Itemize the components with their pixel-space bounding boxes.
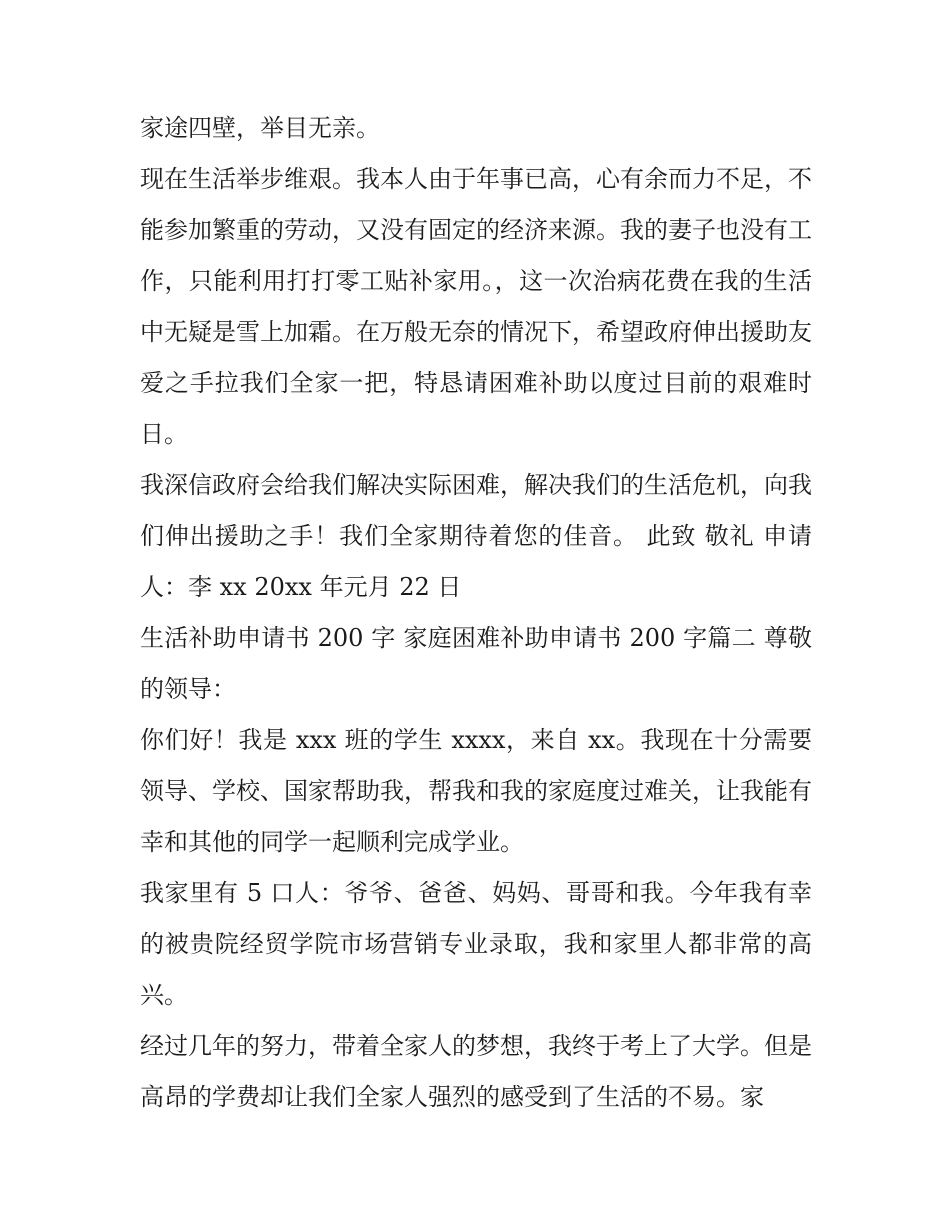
paragraph-4: 生活补助申请书 200 字 家庭困难补助申请书 200 字篇二 尊敬的领导：: [140, 624, 812, 703]
paragraph-1: 家途四壁，举目无亲。: [140, 114, 380, 142]
paragraph-7: 经过几年的努力，带着全家人的梦想，我终于考上了大学。但是高昂的学费却让我们全家人强烈的感受到了生活的不易。家: [140, 1032, 812, 1111]
paragraph-3: 我深信政府会给我们解决实际困难，解决我们的生活危机，向我们伸出援助之手！我们全家期待着您的佳音。 此致 敬礼 申请人：李 xx 20xx 年元月 22 日: [140, 471, 812, 601]
paragraph-5: 你们好！我是 xxx 班的学生 xxxx，来自 xx。我现在十分需要领导、学校、国家帮助我，帮我和我的家庭度过难关，让我能有幸和其他的同学一起顺利完成学业。: [140, 726, 812, 856]
paragraph-6: 我家里有 5 口人：爷爷、爸爸、妈妈、哥哥和我。今年我有幸的被贵院经贸学院市场营销专业录取，我和家里人都非常的高兴。: [140, 879, 812, 1009]
document-body: [140, 103, 812, 1123]
paragraph-2: 现在生活举步维艰。我本人由于年事已高，心有余而力不足，不能参加繁重的劳动，又没有固定的经济来源。我的妻子也没有工作，只能利用打打零工贴补家用。，这一次治病花费在我的生活中无疑是雪上加霜。在万般无奈的情况下，希望政府伸出援助友爱之手拉我们全家一把，特恳请困难补助以度过目前的艰难时日。: [140, 165, 812, 448]
